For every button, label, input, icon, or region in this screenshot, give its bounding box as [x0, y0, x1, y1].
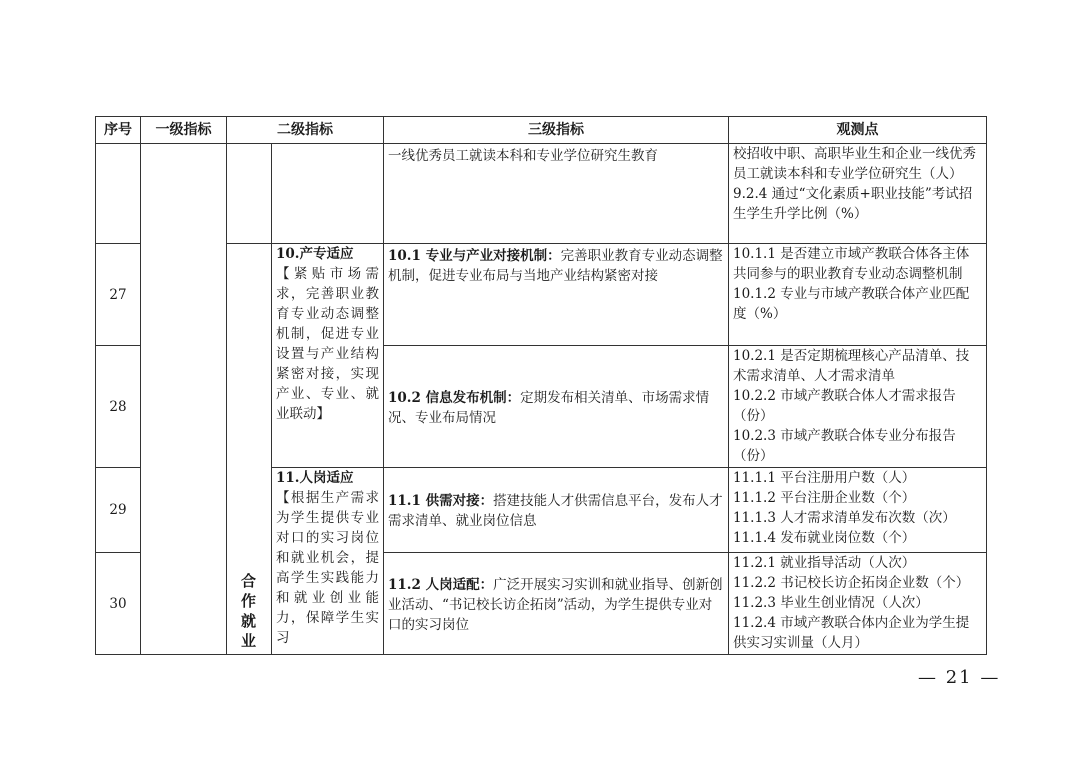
observation-item: 11.1.4 发布就业岗位数（个） — [733, 530, 916, 546]
header-no: 序号 — [96, 117, 141, 144]
observation-item: 10.1.1 是否建立市域产教联合体各主体共同参与的职业教育专业动态调整机制 — [733, 246, 970, 282]
no-cell-empty — [96, 144, 141, 244]
level3-title: 10.1 专业与产业对接机制： — [388, 248, 561, 264]
observation-item: 校招收中职、高职毕业生和企业一线优秀员工就读本科和专业学位研究生（人） — [733, 146, 976, 182]
observation-continuation — [729, 144, 987, 244]
level3-cell — [384, 346, 729, 468]
table-row — [96, 244, 987, 346]
header-observation: 观测点 — [729, 117, 987, 144]
observation-item: 11.1.3 人才需求清单发布次数（次） — [733, 510, 956, 526]
level1-cell — [227, 244, 272, 655]
level3-text: 定期发布相关清单、市场需求情况、专业布局情况 — [388, 389, 710, 426]
observation-item: 11.2.2 书记校长访企拓岗企业数（个） — [733, 575, 970, 591]
page-number: — 21 — — [918, 667, 1001, 688]
observation-item: 11.1.2 平台注册企业数（个） — [733, 490, 916, 506]
level2-cell-11 — [272, 468, 384, 655]
indicator-table — [95, 116, 987, 655]
observation-cell — [729, 553, 987, 655]
level3-title: 10.2 信息发布机制： — [388, 389, 521, 406]
level3-text: 搭建技能人才供需信息平台，发布人才需求清单、就业岗位信息 — [388, 493, 723, 529]
level3-title: 11.1 供需对接： — [388, 493, 494, 509]
level3-cell — [384, 244, 729, 346]
header-level2: 二级指标 — [227, 117, 384, 144]
observation-item: 11.2.3 毕业生创业情况（人次） — [733, 595, 929, 611]
row-number: 29 — [96, 468, 141, 553]
observation-cell — [729, 346, 987, 468]
observation-item: 11.2.1 就业指导活动（人次） — [733, 555, 916, 571]
observation-cell — [729, 468, 987, 553]
observation-item: 11.1.1 平台注册用户数（人） — [733, 470, 916, 486]
level2-cell-10 — [272, 244, 384, 468]
header-level3: 三级指标 — [384, 117, 729, 144]
level2-title: 11.人岗适应 — [276, 470, 354, 486]
level3-text: 广泛开展实习实训和就业指导、创新创业活动、“书记校长访企拓岗”活动，为学生提供专业对口的实习岗位 — [388, 576, 723, 633]
table-row — [96, 144, 987, 244]
row-number: 27 — [96, 244, 141, 346]
observation-cell — [729, 244, 987, 346]
level2-title: 10.产专适应 — [276, 246, 354, 262]
row-number: 30 — [96, 553, 141, 655]
level3-title: 11.2 人岗适配： — [388, 576, 494, 593]
observation-item: 10.2.1 是否定期梳理核心产品清单、技术需求清单、人才需求清单 — [733, 348, 970, 384]
level2-desc: 【根据生产需求为学生提供专业对口的实习岗位和就业机会，提高学生实践能力和就业创业能力，保障学生实习 — [276, 490, 379, 646]
level3-continuation: 一线优秀员工就读本科和专业学位研究生教育 — [384, 144, 729, 244]
observation-item: 10.2.3 市域产教联合体专业分布报告（份） — [733, 428, 956, 464]
table-header-row — [96, 117, 987, 144]
level1-cell-empty — [141, 144, 227, 655]
row-number: 28 — [96, 346, 141, 468]
level1-sub-cell-empty — [227, 144, 272, 244]
header-level1: 一级指标 — [141, 117, 227, 144]
observation-item: 9.2.4 通过“文化素质+职业技能”考试招生学生升学比例（%） — [733, 186, 973, 222]
observation-item: 11.2.4 市域产教联合体内企业为学生提供实习实训量（人月） — [733, 615, 970, 651]
level3-cell — [384, 468, 729, 553]
level3-text: 完善职业教育专业动态调整机制，促进专业布局与当地产业结构紧密对接 — [388, 248, 723, 284]
level1-label: 合作就业 — [240, 572, 257, 650]
level3-cell — [384, 553, 729, 655]
observation-item: 10.1.2 专业与市域产教联合体产业匹配度（%） — [733, 286, 970, 322]
observation-item: 10.2.2 市域产教联合体人才需求报告（份） — [733, 388, 956, 424]
level2-cell-empty — [272, 144, 384, 244]
level2-desc: 【紧贴市场需求，完善职业教育专业动态调整机制，促进专业设置与产业结构紧密对接，实现产业、专业、就业联动】 — [276, 266, 379, 422]
